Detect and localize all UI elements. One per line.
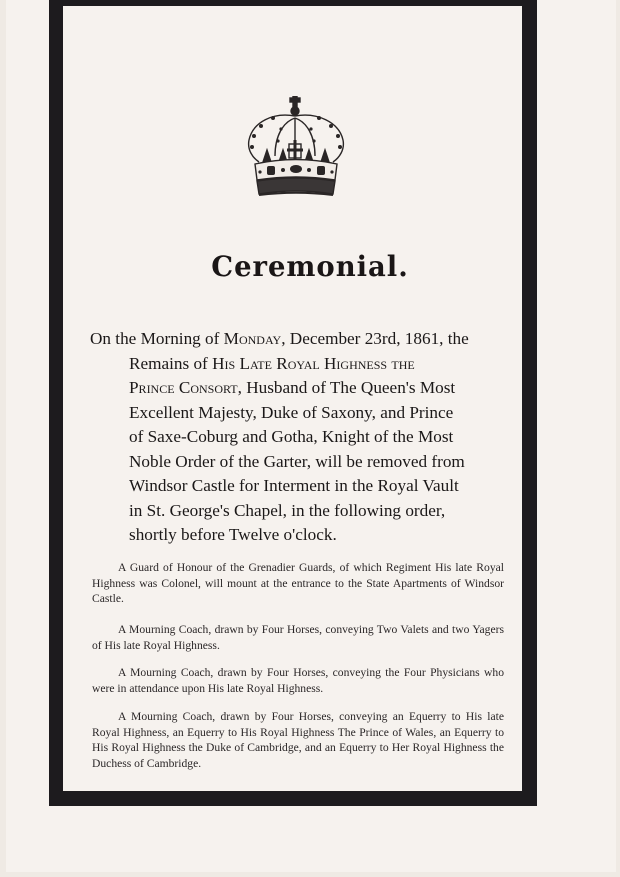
intro-line-3: Prince Consort, Husband of The Queen's Most xyxy=(129,378,456,397)
intro-line-1: On the Morning of Monday, December 23rd, 1861, the xyxy=(90,329,469,348)
intro-line-7: Windsor Castle for Interment in the Royal Vault xyxy=(129,476,459,495)
intro-line-8: in St. George's Chapel, in the following order, xyxy=(129,500,446,520)
intro-line-4: Excellent Majesty, Duke of Saxony, and Prince xyxy=(129,402,454,422)
intro-line-5: of Saxe-Coburg and Gotha, Knight of the Most xyxy=(129,427,454,446)
intro-line-2: Remains of His Late Royal Highness the xyxy=(129,353,415,373)
document-title: Ceremonial. xyxy=(211,250,409,283)
paragraph-guard-of-honour: A Guard of Honour of the Grenadier Guards, of which Regiment His late Royal Highness was Colonel, will mount at the entrance to the State Apartments of Windsor Castle. xyxy=(92,561,504,605)
paragraph-coach-equerries: A Mourning Coach, drawn by Four Horses, conveying an Equerry to His late Royal Highness, an Equerry to His Royal Highness The Prince of Wales, an Equerry to His Royal Highness the Duke of Cambridge, and an Equerry to Her Royal Highness the Duchess of Cambridge. xyxy=(92,710,504,770)
paragraph-coach-valets: A Mourning Coach, drawn by Four Horses, conveying Two Valets and two Yagers of His late Royal Highness. xyxy=(92,623,504,652)
intro-paragraph xyxy=(90,327,500,548)
intro-line-9: shortly before Twelve o'clock. xyxy=(129,525,337,544)
paragraph-coach-physicians: A Mourning Coach, drawn by Four Horses, conveying the Four Physicians who were in attendance upon His late Royal Highness. xyxy=(92,666,504,695)
crown-icon xyxy=(243,96,349,200)
intro-line-6: Noble Order of the Garter, will be removed from xyxy=(129,451,465,471)
